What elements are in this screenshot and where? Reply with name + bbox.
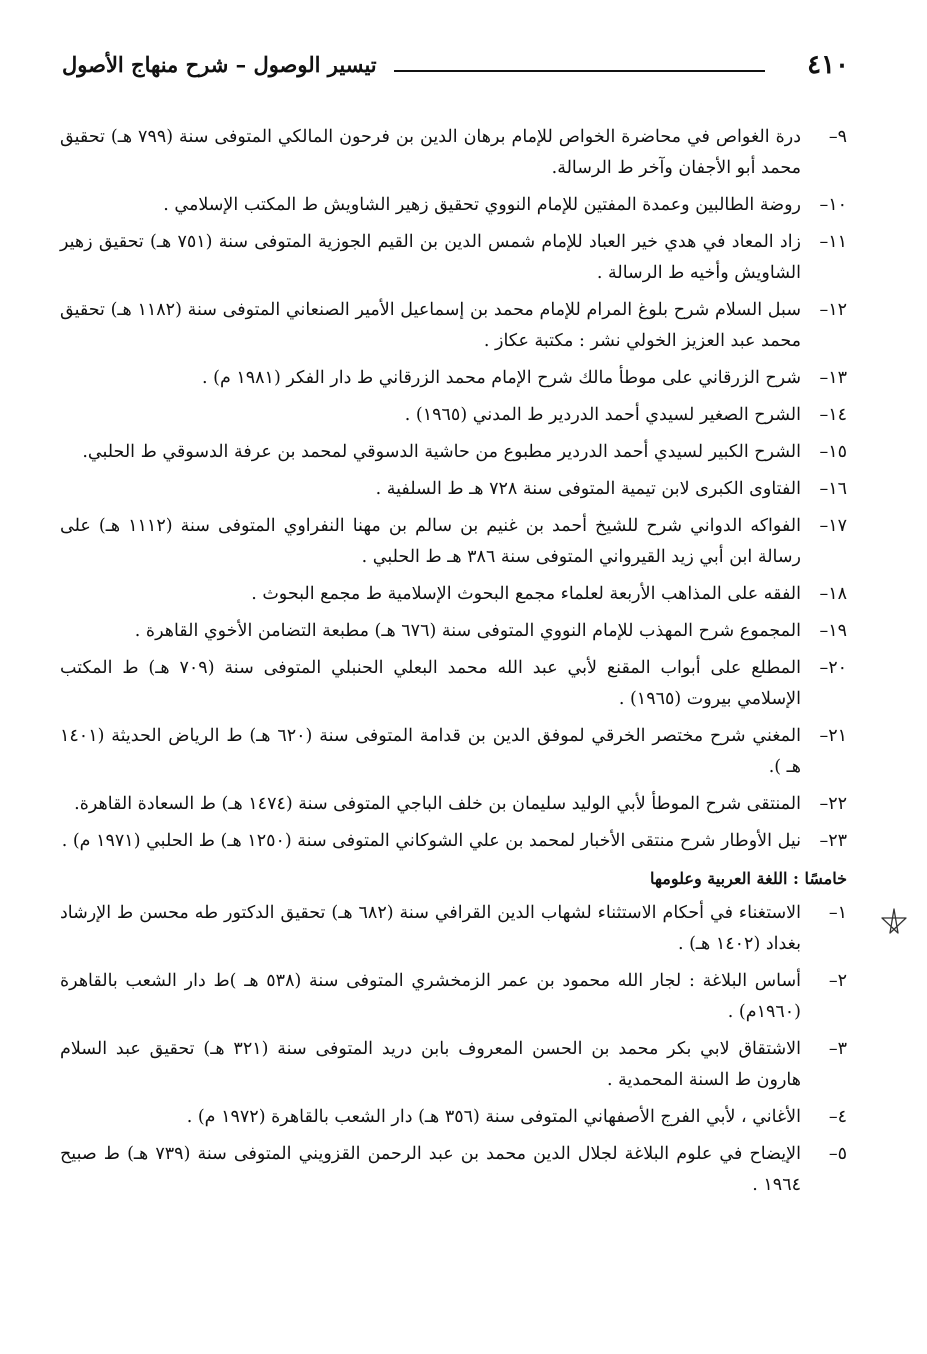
entry-number: ١٢–: [819, 300, 847, 320]
entry-number: ٢–: [828, 971, 847, 991]
entry-number: ١٩–: [819, 621, 847, 641]
list-item: [60, 898, 847, 960]
entry-text: المجموع شرح المهذب للإمام النووي المتوفى سنة (٦٧٦ هـ) مطبعة التضامن الأخوي القاهرة .: [134, 621, 801, 641]
entry-number: ١٨–: [819, 584, 847, 604]
star-doodle-icon: [878, 906, 910, 938]
page-header: [62, 48, 849, 88]
entry-number: ٩–: [828, 127, 847, 147]
entry-text: الشرح الكبير لسيدي أحمد الدردير مطبوع من حاشية الدسوقي لمحمد بن عرفة الدسوقي ط الحلبي.: [82, 442, 801, 462]
entry-number: ١٧–: [819, 516, 847, 536]
entry-text: الفتاوى الكبرى لابن تيمية المتوفى سنة ٧٢٨ هـ ط السلفية .: [375, 479, 801, 499]
entry-text: الأغاني ، لأبي الفرج الأصفهاني المتوفى سنة (٣٥٦ هـ) دار الشعب بالقاهرة (١٩٧٢ م) .: [186, 1107, 801, 1127]
list-item: [60, 1102, 847, 1133]
list-item: [60, 616, 847, 647]
entry-text: أساس البلاغة : لجار الله محمود بن عمر الزمخشري المتوفى سنة (٥٣٨ هـ )ط دار الشعب بالقاهرة (١٩٦٠م) .: [60, 971, 801, 1022]
list-item: [60, 437, 847, 468]
header-rule: [394, 70, 765, 72]
entry-text: الفقه على المذاهب الأربعة لعلماء مجمع البحوث الإسلامية ط مجمع البحوث .: [251, 584, 801, 604]
entry-number: ١–: [828, 903, 847, 923]
list-item: [60, 966, 847, 1028]
list-item: [60, 190, 847, 221]
page-number: ٤١٠: [807, 50, 849, 80]
list-item: [60, 653, 847, 715]
list-item: [60, 511, 847, 573]
entry-number: ٢٠–: [819, 658, 847, 678]
list-item: [60, 363, 847, 394]
entry-text: الاشتقاق لابي بكر محمد بن الحسن المعروف بابن دريد المتوفى سنة (٣٢١ هـ) تحقيق عبد السلام هارون ط السنة المحمدية .: [60, 1039, 802, 1090]
entry-text: الإيضاح في علوم البلاغة لجلال الدين محمد بن عبد الرحمن القزويني المتوفى سنة (٧٣٩ هـ) ط صبيح ١٩٦٤ .: [60, 1144, 801, 1195]
bibliography-list: [60, 122, 847, 1207]
entry-number: ٣–: [828, 1039, 847, 1059]
list-item: [60, 579, 847, 610]
entry-number: ١٣–: [819, 368, 847, 388]
list-item: [60, 1034, 847, 1096]
list-item: [60, 122, 847, 184]
entry-text: روضة الطالبين وعمدة المفتين للإمام النووي تحقيق زهير الشاويش ط المكتب الإسلامي .: [163, 195, 801, 215]
entry-number: ٢٢–: [819, 794, 847, 814]
list-item: [60, 227, 847, 289]
entry-number: ١٠–: [819, 195, 847, 215]
list-item: [60, 789, 847, 820]
list-item: [60, 721, 847, 783]
entry-text: نيل الأوطار شرح منتقى الأخبار لمحمد بن علي الشوكاني المتوفى سنة (١٢٥٠ هـ) ط الحلبي (١٩٧١ م) .: [61, 831, 801, 851]
entry-text: الاستغناء في أحكام الاستثناء لشهاب الدين القرافي سنة (٦٨٢ هـ) تحقيق الدكتور طه محسن ط الإرشاد بغداد (١٤٠٢ هـ) .: [60, 903, 801, 954]
entry-text: زاد المعاد في هدي خير العباد للإمام شمس الدين بن القيم الجوزية المتوفى سنة (٧٥١ هـ) تحقيق زهير الشاويش وأخيه ط الرسالة .: [60, 232, 802, 283]
entry-number: ١٦–: [819, 479, 847, 499]
entry-text: الفواكه الدواني شرح للشيخ أحمد بن غنيم بن سالم بن مهنا النفراوي المتوفى سنة (١١١٢ هـ) على رسالة ابن أبي زيد القيرواني المتوفى سنة ٣٨٦ هـ ط الحلبي .: [60, 516, 801, 567]
entry-text: المنتقى شرح الموطأ لأبي الوليد سليمان بن خلف الباجي المتوفى سنة (١٤٧٤ هـ) ط السعادة القاهرة.: [74, 794, 801, 814]
entry-text: درة الغواص في محاضرة الخواص للإمام برهان الدين بن فرحون المالكي المتوفى سنة (٧٩٩ هـ) تحقيق محمد أبو الأجفان وآخر ط الرسالة.: [60, 127, 801, 178]
entry-text: شرح الزرقاني على موطأ مالك شرح الإمام محمد الزرقاني ط دار الفكر (١٩٨١ م) .: [202, 368, 801, 388]
list-item: [60, 400, 847, 431]
entry-number: ٢١–: [819, 726, 847, 746]
entry-text: سبل السلام شرح بلوغ المرام للإمام محمد بن إسماعيل الأمير الصنعاني المتوفى سنة (١١٨٢ هـ) تحقيق محمد عبد العزيز الخولي نشر : مكتبة عكاز .: [60, 300, 801, 351]
entry-number: ٥–: [828, 1144, 847, 1164]
entry-number: ١٤–: [819, 405, 847, 425]
entry-number: ٢٣–: [819, 831, 847, 851]
entry-number: ١٥–: [819, 442, 847, 462]
list-item: [60, 826, 847, 857]
entry-number: ٤–: [828, 1107, 847, 1127]
entry-text: المغني شرح مختصر الخرقي لموفق الدين بن قدامة المتوفى سنة (٦٢٠ هـ) ط الرياض الحديثة (١٤٠١ هـ ).: [60, 726, 801, 777]
list-item: [60, 474, 847, 505]
list-item: [60, 295, 847, 357]
entry-number: ١١–: [819, 232, 847, 252]
running-title: تيسير الوصول – شرح منهاج الأصول: [62, 52, 377, 77]
entry-text: المطلع على أبواب المقنع لأبي عبد الله محمد البعلي الحنبلي المتوفى سنة (٧٠٩ هـ) ط المكتب الإسلامي بيروت (١٩٦٥) .: [60, 658, 801, 709]
list-item: [60, 1139, 847, 1201]
section-heading: خامسًا : اللغة العربية وعلومها: [650, 869, 847, 888]
entry-text: الشرح الصغير لسيدي أحمد الدردير ط المدني (١٩٦٥) .: [404, 405, 801, 425]
